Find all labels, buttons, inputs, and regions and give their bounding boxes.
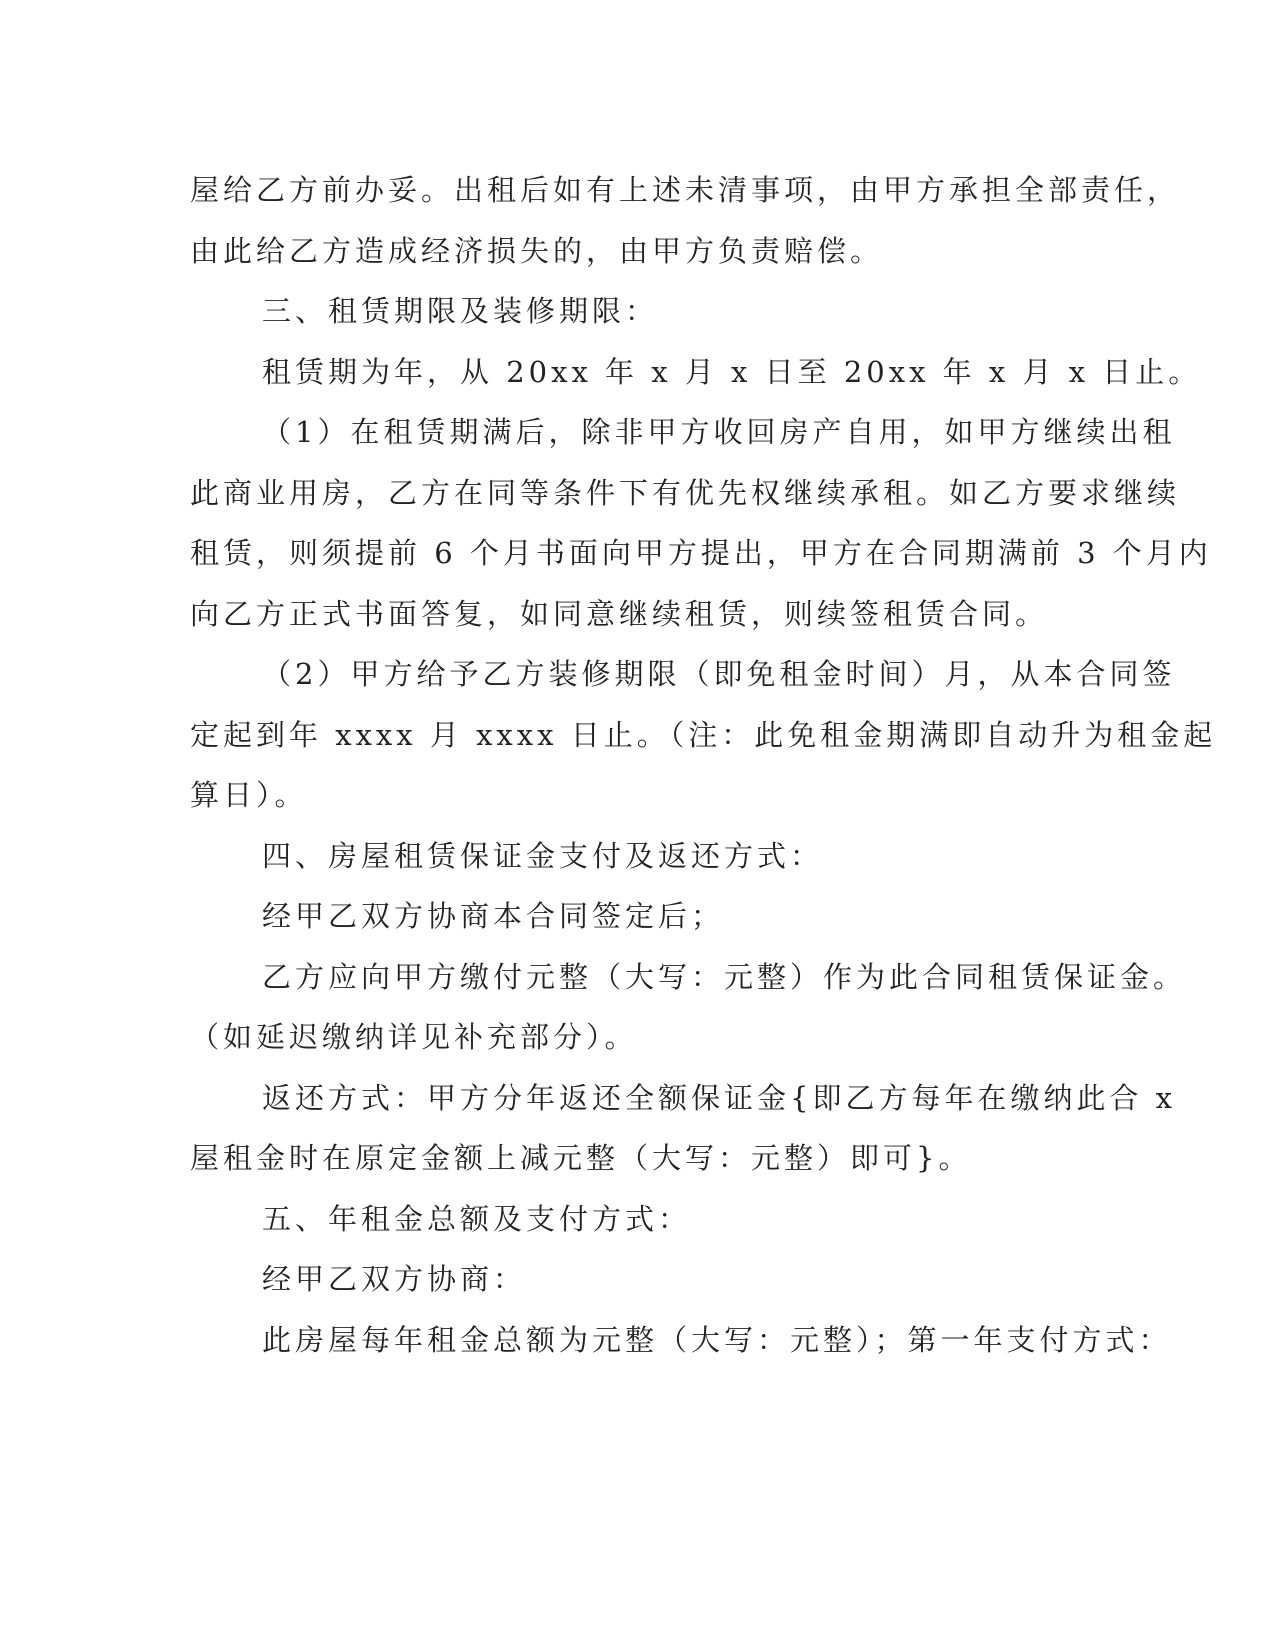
text-line: 由此给乙方造成经济损失的，由甲方负责赔偿。 [190, 233, 884, 268]
text-line: 定起到年 xxxx 月 xxxx 日止。（注：此免租金期满即自动升为租金起 [190, 717, 1217, 752]
text-line: 经甲乙双方协商： [262, 1262, 527, 1296]
text-line: 屋给乙方前办妥。出租后如有上述未清事项，由甲方承担全部责任， [190, 173, 1181, 207]
text-line: 向乙方正式书面答复，如同意继续租赁，则续签租赁合同。 [190, 596, 1049, 631]
text-line: 返还方式：甲方分年返还全额保证金{即乙方每年在缴纳此合 x [262, 1080, 1177, 1115]
document-body [190, 160, 1217, 1370]
text-line: 租赁，则须提前 6 个月书面向甲方提出，甲方在合同期满前 3 个月内 [190, 536, 1212, 570]
text-line: 经甲乙双方协商本合同签定后； [262, 899, 725, 933]
text-line: 此商业用房，乙方在同等条件下有优先权继续承租。如乙方要求继续 [190, 475, 1181, 510]
text-line: 算日）。 [190, 778, 308, 812]
section-heading: 五、年租金总额及支付方式： [262, 1201, 692, 1236]
section-heading: 三、租赁期限及装修期限： [262, 294, 659, 328]
text-line: （1）在租赁期满后，除非甲方收回房产自用，如甲方继续出租 [262, 415, 1176, 449]
section-heading: 四、房屋租赁保证金支付及返还方式： [262, 838, 824, 873]
text-line: 此房屋每年租金总额为元整（大写：元整）；第一年支付方式： [262, 1322, 1172, 1357]
text-line: 乙方应向甲方缴付元整（大写：元整）作为此合同租赁保证金。 [262, 959, 1187, 994]
text-line: 屋租金时在原定金额上减元整（大写：元整）即可}。 [190, 1141, 972, 1175]
text-line: （2）甲方给予乙方装修期限（即免租金时间）月，从本合同签 [262, 657, 1176, 691]
text-line: （如延迟缴纳详见补充部分）。 [190, 1020, 638, 1054]
text-line: 租赁期为年，从 20xx 年 x 月 x 日至 20xx 年 x 月 x 日止。 [262, 354, 1202, 389]
